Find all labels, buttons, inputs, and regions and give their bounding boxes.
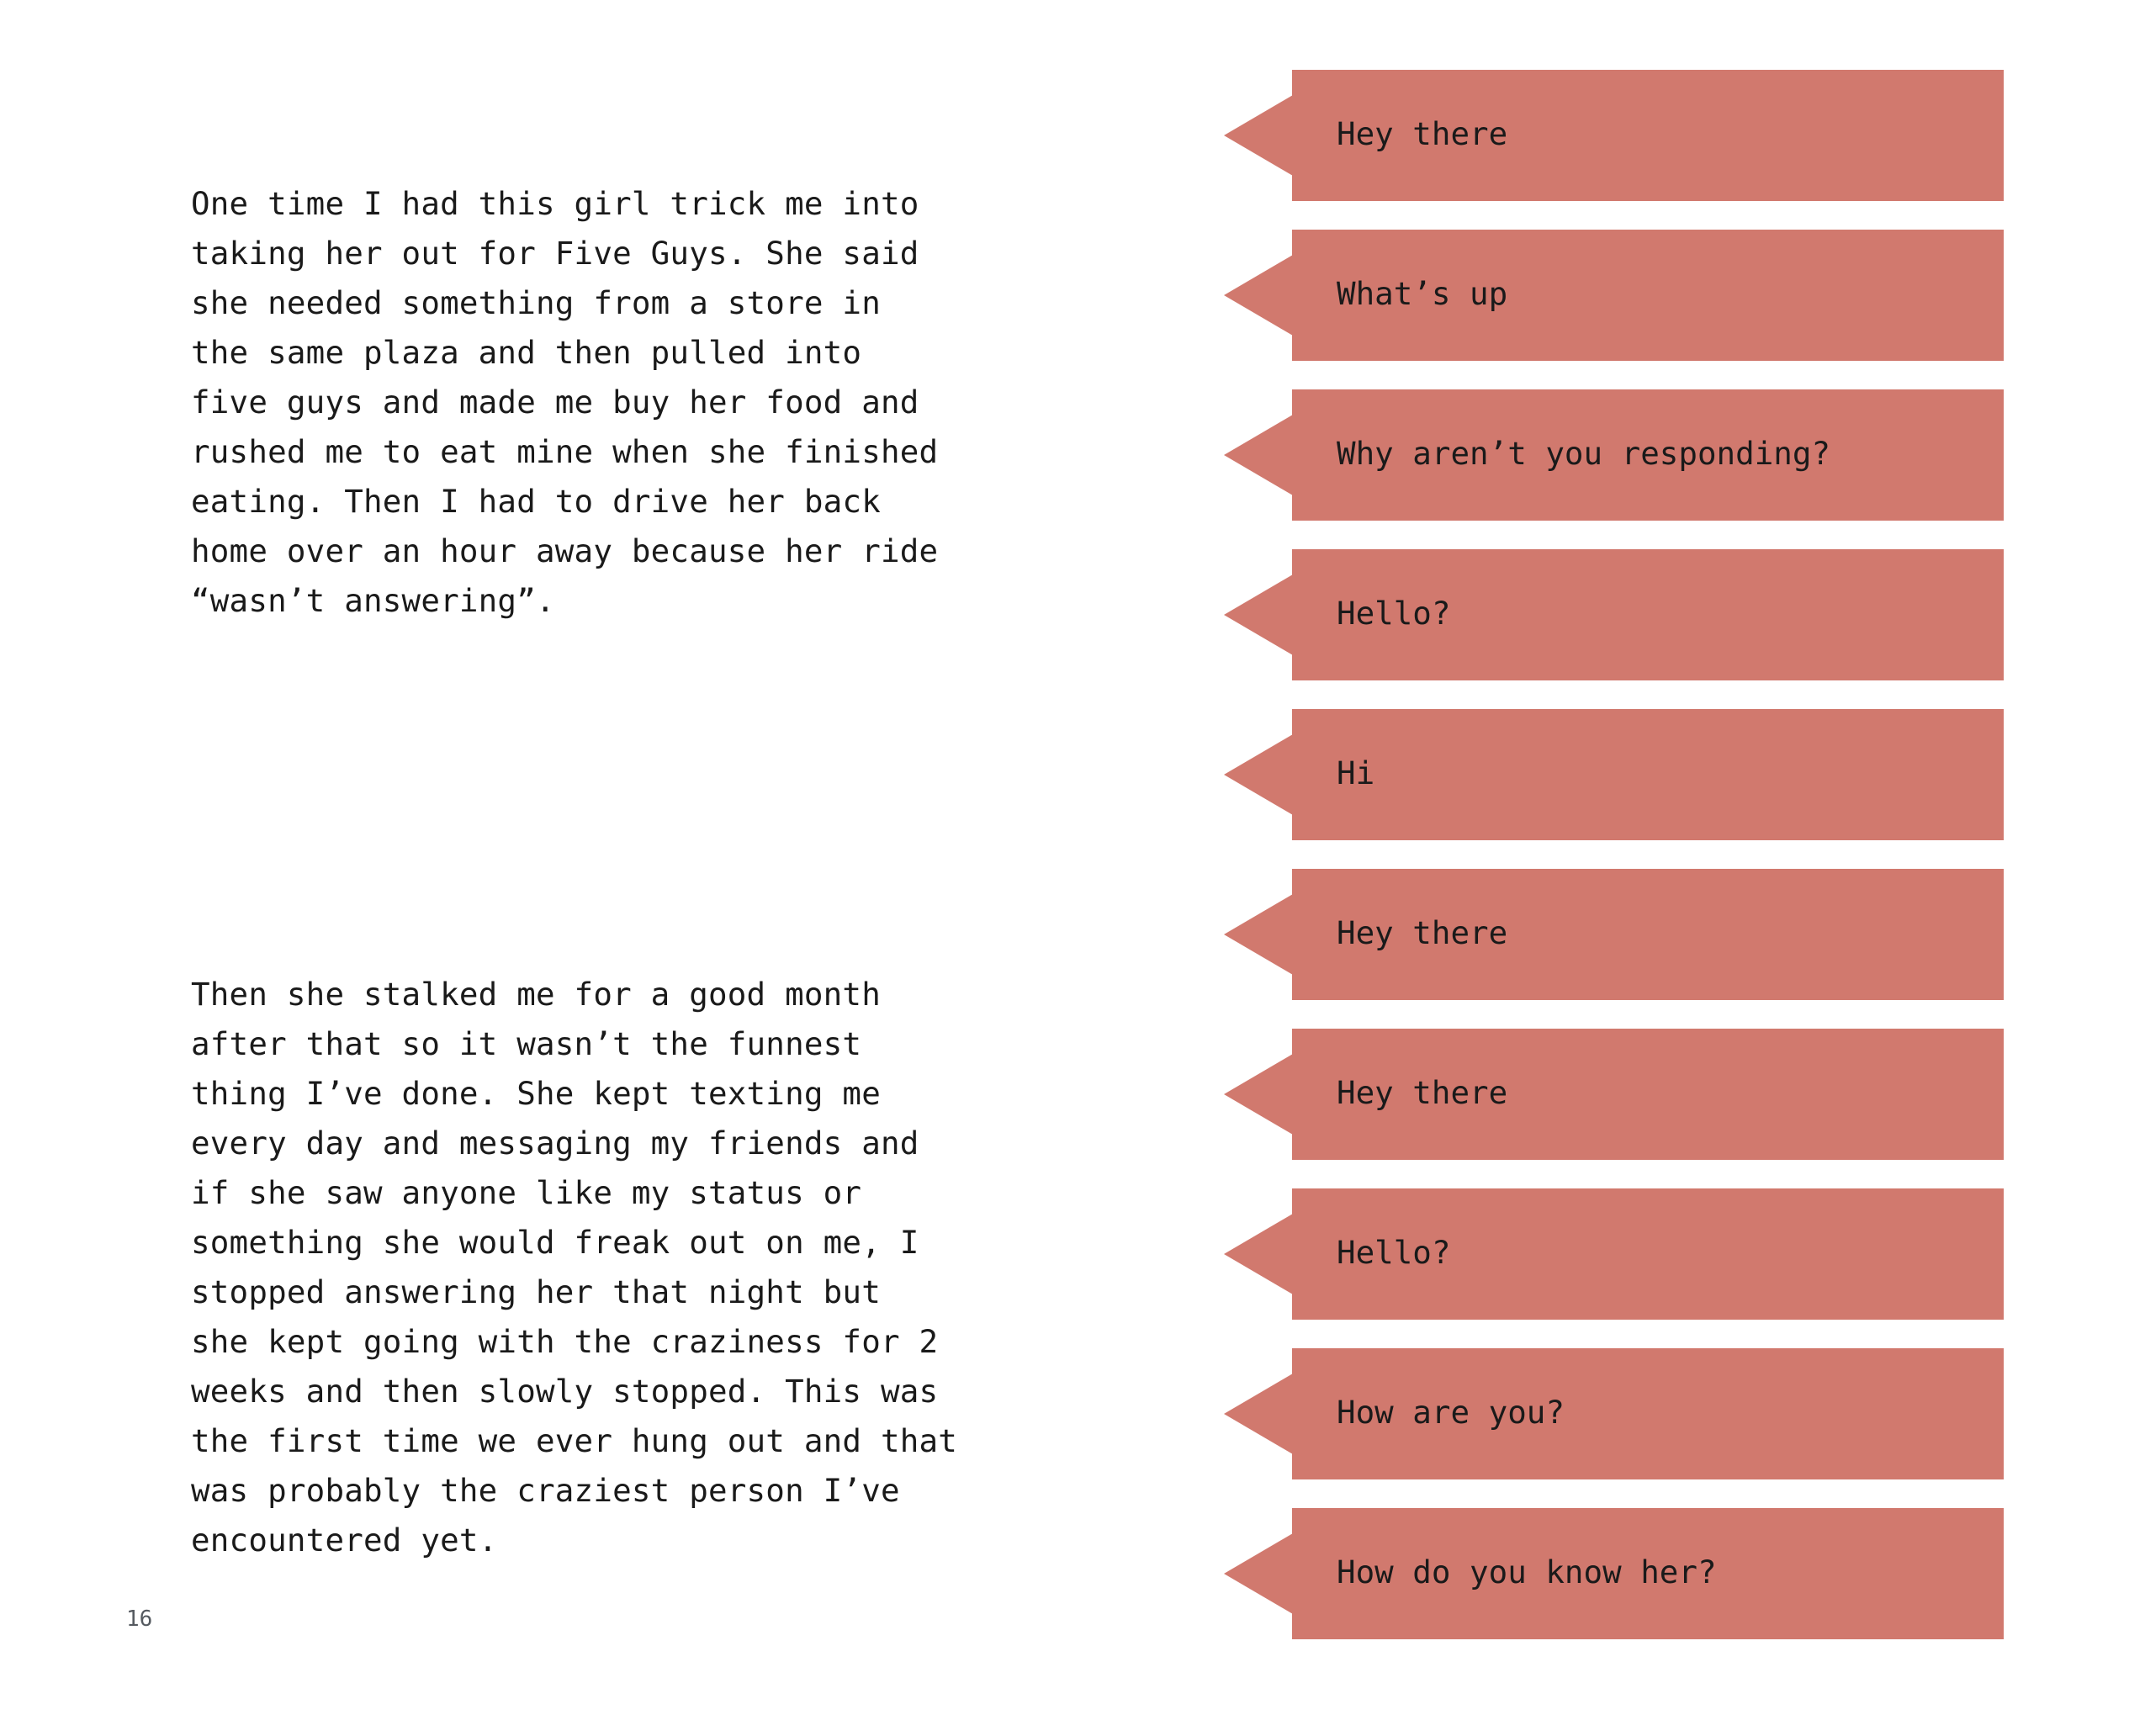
- page-number: 16: [126, 1606, 153, 1632]
- message-bubble: [1224, 230, 2006, 361]
- bubble-tail-icon: [1224, 70, 1293, 201]
- bubble-tail-icon: [1224, 549, 1293, 680]
- bubble-tail-icon: [1224, 1029, 1293, 1160]
- story-paragraph-1: One time I had this girl trick me into taking her out for Five Guys. She said she needed something from a store in the same plaza and then pulled into five guys and made me buy her food and rushed me to eat mine when she finished eating. Then I had to drive her back home over an hour away because her ride “wasn’t answering”.: [191, 185, 939, 619]
- message-bubble-body: [1292, 70, 2004, 201]
- message-bubble: [1224, 1029, 2006, 1160]
- message-bubble-body: [1292, 1188, 2004, 1320]
- message-bubble: [1224, 389, 2006, 521]
- message-text: How are you?: [1337, 1394, 1565, 1431]
- message-bubble-list: [1224, 70, 2006, 1668]
- bubble-tail-icon: [1224, 389, 1293, 521]
- message-bubble-body: [1292, 1029, 2004, 1160]
- message-bubble: [1224, 1348, 2006, 1479]
- message-text: How do you know her?: [1337, 1553, 1717, 1590]
- message-bubble-body: [1292, 389, 2004, 521]
- story-paragraph-2: Then she stalked me for a good month after that so it wasn’t the funnest thing I’ve done. She kept texting me every day and messaging my friends and if she saw anyone like my status or something she would freak out on me, I stopped answering her that night but she kept going with the craziness for 2 weeks and then slowly stopped. This was the first time we ever hung out and that was probably the craziest person I’ve encountered yet.: [191, 976, 958, 1559]
- message-bubble-body: [1292, 1348, 2004, 1479]
- message-bubble: [1224, 1508, 2006, 1639]
- message-bubble-body: [1292, 709, 2004, 840]
- message-bubble-body: [1292, 1508, 2004, 1639]
- bubble-tail-icon: [1224, 1348, 1293, 1479]
- bubble-tail-icon: [1224, 230, 1293, 361]
- message-bubble-body: [1292, 230, 2004, 361]
- message-text: Why aren’t you responding?: [1337, 435, 1830, 472]
- message-bubble: [1224, 1188, 2006, 1320]
- message-bubble: [1224, 869, 2006, 1000]
- message-text: Hi: [1337, 754, 1375, 791]
- message-text: Hey there: [1337, 914, 1508, 951]
- bubble-tail-icon: [1224, 1508, 1293, 1639]
- message-bubble-body: [1292, 869, 2004, 1000]
- message-bubble: [1224, 70, 2006, 201]
- message-text: Hey there: [1337, 115, 1508, 152]
- message-text: Hey there: [1337, 1074, 1508, 1111]
- bubble-tail-icon: [1224, 869, 1293, 1000]
- message-text: What’s up: [1337, 275, 1508, 312]
- message-text: Hello?: [1337, 595, 1451, 632]
- bubble-tail-icon: [1224, 709, 1293, 840]
- message-text: Hello?: [1337, 1234, 1451, 1271]
- message-bubble: [1224, 549, 2006, 680]
- message-bubble-body: [1292, 549, 2004, 680]
- message-bubble: [1224, 709, 2006, 840]
- bubble-tail-icon: [1224, 1188, 1293, 1320]
